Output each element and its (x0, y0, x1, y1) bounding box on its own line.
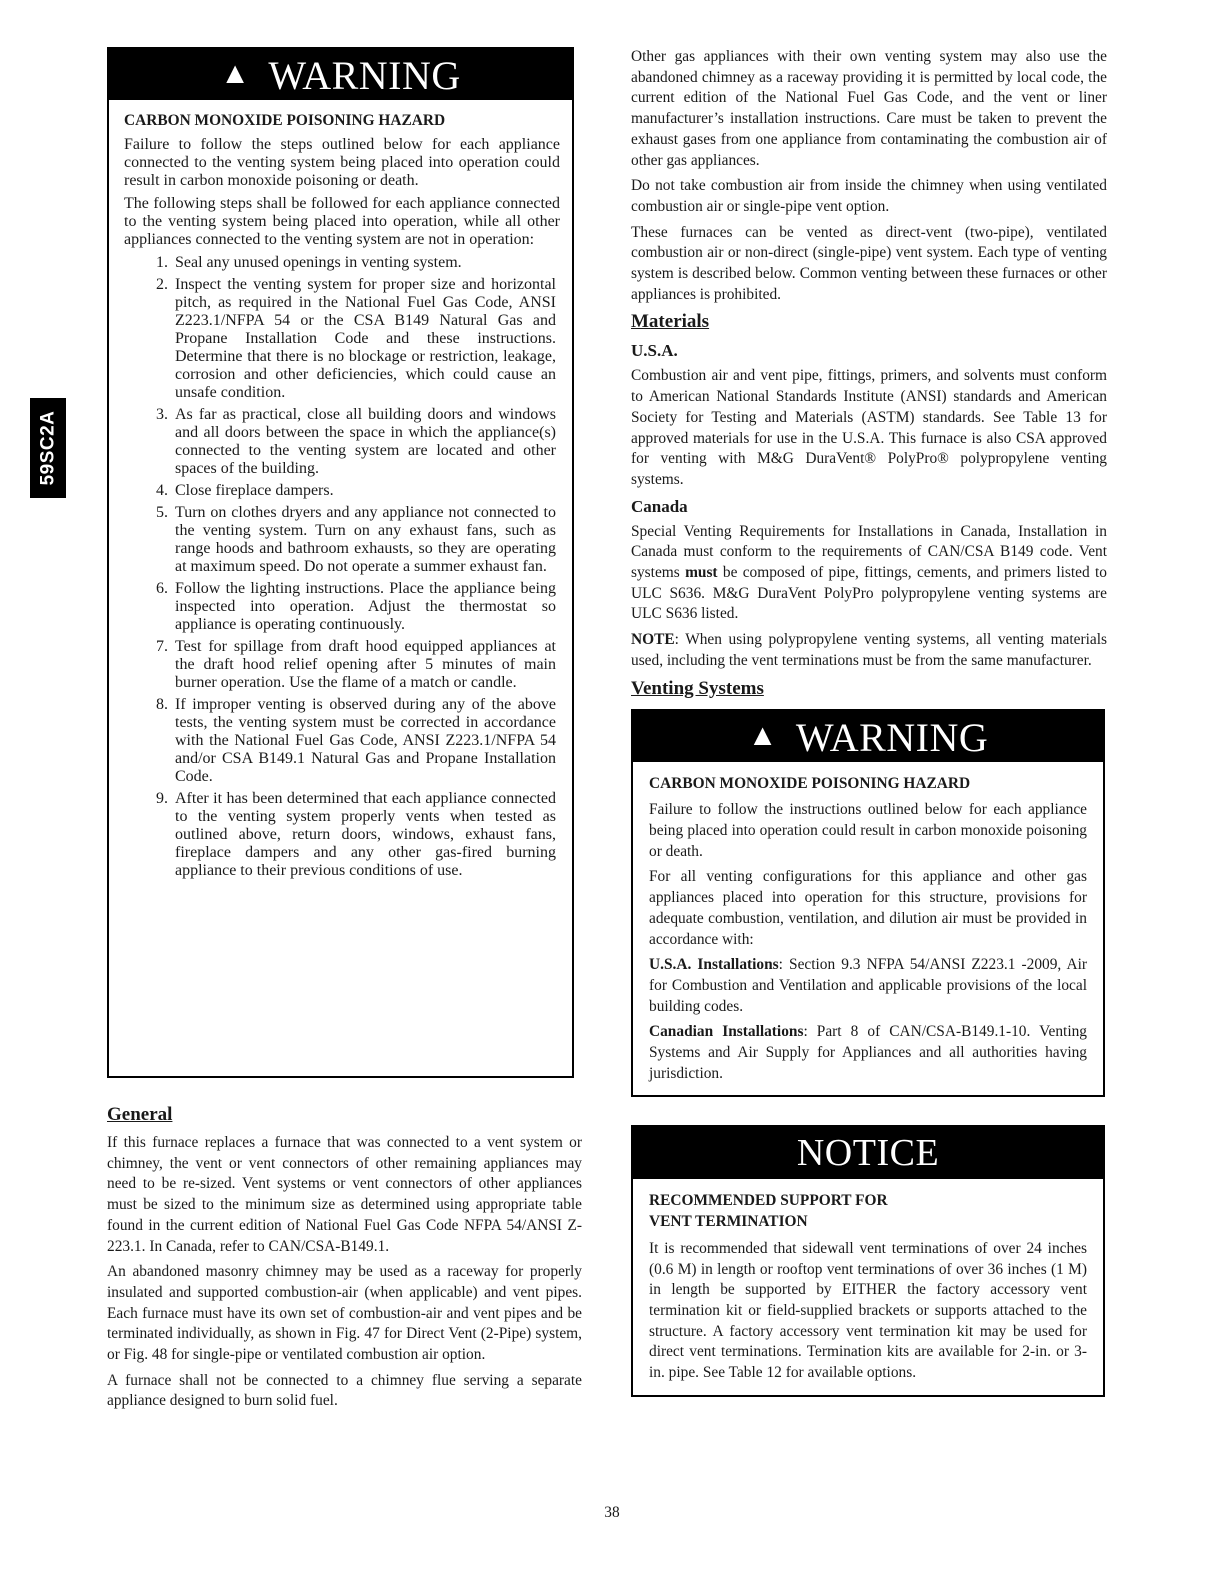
warning1-paragraph: Failure to follow the steps outlined below for each appliance connected to the venting system being placed into operation could result in carbon monoxide poisoning or death. (124, 136, 560, 189)
right-column (631, 47, 1107, 1397)
step-item: 2. Inspect the venting system for proper size and horizontal pitch, as required in the National Fuel Gas Code, ANSI Z223.1/NFPA 54 or the CSA B149 Natural Gas and Propane Installation Code and these instructions. Determine that there is no blockage or restriction, leakage, corrosion and other deficiencies, which could cause an unsafe condition. (156, 276, 556, 401)
notice-box (631, 1125, 1105, 1396)
canada-paragraph: Special Venting Requirements for Installations in Canada, Installation in Canada must conform to the requirements of CAN/CSA B149 code. Vent systems must be composed of pipe, fittings, cements, and primers listed to ULC S636. M&G DuraVent PolyPro polypropylene venting systems are ULC S636 listed. (631, 522, 1107, 623)
step-item: 4. Close fireplace dampers. (156, 482, 334, 499)
venting-steps-list (124, 254, 560, 880)
body-paragraph: These furnaces can be vented as direct-vent (two-pipe), ventilated combustion air or non-direct (single-pipe) vent system. Each type of venting system is described below. Common venting between these furnaces or other appliances is prohibited. (631, 223, 1107, 303)
step-item: 3. As far as practical, close all building doors and windows and all doors between the space in which the appliance(s) connected to the venting system are located and other spaces of the building. (156, 406, 556, 477)
notice-paragraph: It is recommended that sidewall vent terminations of over 24 inches (0.6 M) in length or rooftop vent terminations of over 36 inches (1 M) in length be supported by EITHER the factory accessory vent termination kit or field-supplied brackets or supports attached to the structure. A factory accessory vent termination kit may be used for direct vent terminations. Termination kits are available for 2-in. or 3-in. pipe. See Table 12 for available options. (649, 1239, 1087, 1382)
warning-triangle-icon: ▲ (220, 57, 251, 90)
general-section (107, 1103, 582, 1417)
general-paragraph: A furnace shall not be connected to a chimney flue serving a separate appliance designed to burn solid fuel. (107, 1371, 582, 1410)
step-item: 7. Test for spillage from draft hood equipped appliances at the draft hood relief opening after 5 minutes of main burner operation. Use the flame of a match or candle. (156, 638, 556, 691)
venting-systems-heading: Venting Systems (631, 677, 764, 699)
canadian-installations: Canadian Installations: Part 8 of CAN/CSA-B149.1-10. Venting Systems and Air Supply for Appliances and all authorities having jurisdiction. (649, 1023, 1087, 1082)
step-item: 5. Turn on clothes dryers and any appliance not connected to the venting system. Turn on any exhaust fans, such as range hoods and bathroom exhausts, so they are operating at maximum speed. Do not operate a summer exhaust fan. (156, 504, 556, 575)
general-heading: General (107, 1104, 173, 1125)
usa-subheading: U.S.A. (631, 341, 678, 361)
general-paragraph: An abandoned masonry chimney may be used as a raceway for properly insulated and supported combustion-air (when applicable) and vent pipes. Each furnace must have its own set of combustion-air and vent pipes and be terminated individually, as shown in Fig. 47 for Direct Vent (2-Pipe) system, or Fig. 48 for single-pipe or ventilated combustion air option. (107, 1263, 582, 1364)
notice-title: RECOMMENDED SUPPORT FOR VENT TERMINATION (649, 1192, 888, 1231)
warning2-paragraph: For all venting configurations for this appliance and other gas appliances placed into operation for this structure, provisions for adequate combustion, ventilation, and dilution air must be provided in accordance with: (649, 868, 1087, 948)
warning-title-2: CARBON MONOXIDE POISONING HAZARD (649, 774, 971, 792)
general-paragraph: If this furnace replaces a furnace that was connected to a vent system or chimney, the vent or vent connectors of other remaining appliances may need to be re-sized. Vent systems or vent connectors of other appliances must be sized to the minimum size as determined using appropriate table found in the current edition of National Fuel Gas Code NFPA 54/ANSI Z-223.1. In Canada, refer to CAN/CSA-B149.1. (107, 1134, 582, 1255)
warning1-paragraph: The following steps shall be followed for each appliance connected to the venting system being placed into operation, while all other appliances connected to the venting system are not in operation: (124, 195, 560, 248)
step-item: 6. Follow the lighting instructions. Place the appliance being inspected into operation. Adjust the thermostat so appliance is operating continuously. (156, 580, 556, 633)
warning-box-2 (631, 709, 1105, 1098)
canada-subheading: Canada (631, 496, 688, 516)
step-item: 1. Seal any unused openings in venting system. (156, 254, 462, 271)
warning-box-1 (107, 47, 574, 1078)
usa-installations: U.S.A. Installations: Section 9.3 NFPA 54/ANSI Z223.1 -2009, Air for Combustion and Ventilation and applicable provisions of the local building codes. (649, 956, 1087, 1015)
warning2-paragraph: Failure to follow the instructions outlined below for each appliance being placed into operation could result in carbon monoxide poisoning or death. (649, 801, 1087, 860)
notice-header: NOTICE (633, 1127, 1103, 1179)
model-label: 59SC2A (37, 410, 59, 486)
page-number: 38 (604, 1504, 620, 1521)
warning-header-2: ▲ WARNING (633, 711, 1103, 762)
step-item: 9. After it has been determined that each appliance connected to the venting system properly vents when tested as outlined above, return doors, windows, exhaust fans, fireplace dampers and any other gas-fired burning appliance to their previous conditions of use. (156, 790, 556, 879)
body-paragraph: Other gas appliances with their own venting system may also use the abandoned chimney as a raceway providing it is permitted by local code, the current edition of the National Fuel Gas Code, and the vent or liner manufacturer’s installation instructions. Care must be taken to prevent the exhaust gases from one appliance from contaminating the combustion air of other gas appliances. (631, 48, 1107, 169)
body-paragraph: Do not take combustion air from inside the chimney when using ventilated combustion air or single-pipe vent option. (631, 177, 1107, 215)
note-paragraph: NOTE: When using polypropylene venting systems, all venting materials used, including the vent terminations must be from the same manufacturer. (631, 631, 1107, 669)
warning-title-1: CARBON MONOXIDE POISONING HAZARD (124, 112, 446, 129)
step-item: 8. If improper venting is observed during any of the above tests, the venting system must be corrected in accordance with the National Fuel Gas Code, ANSI Z223.1/NFPA 54 and/or CSA B149.1 Natural Gas and Propane Installation Code. (156, 696, 556, 785)
materials-heading: Materials (631, 311, 710, 333)
model-side-tab (30, 398, 66, 498)
usa-paragraph: Combustion air and vent pipe, fittings, primers, and solvents must conform to American National Standards Institute (ANSI) standards and American Society for Testing and Materials (ASTM) standards. See Table 13 for approved materials for use in the U.S.A. This furnace is also CSA approved for venting with M&G DuraVent® PolyPro® polypropylene venting systems. (631, 367, 1107, 488)
warning-header-1: ▲ WARNING (109, 49, 572, 100)
warning-triangle-icon: ▲ (747, 718, 778, 752)
